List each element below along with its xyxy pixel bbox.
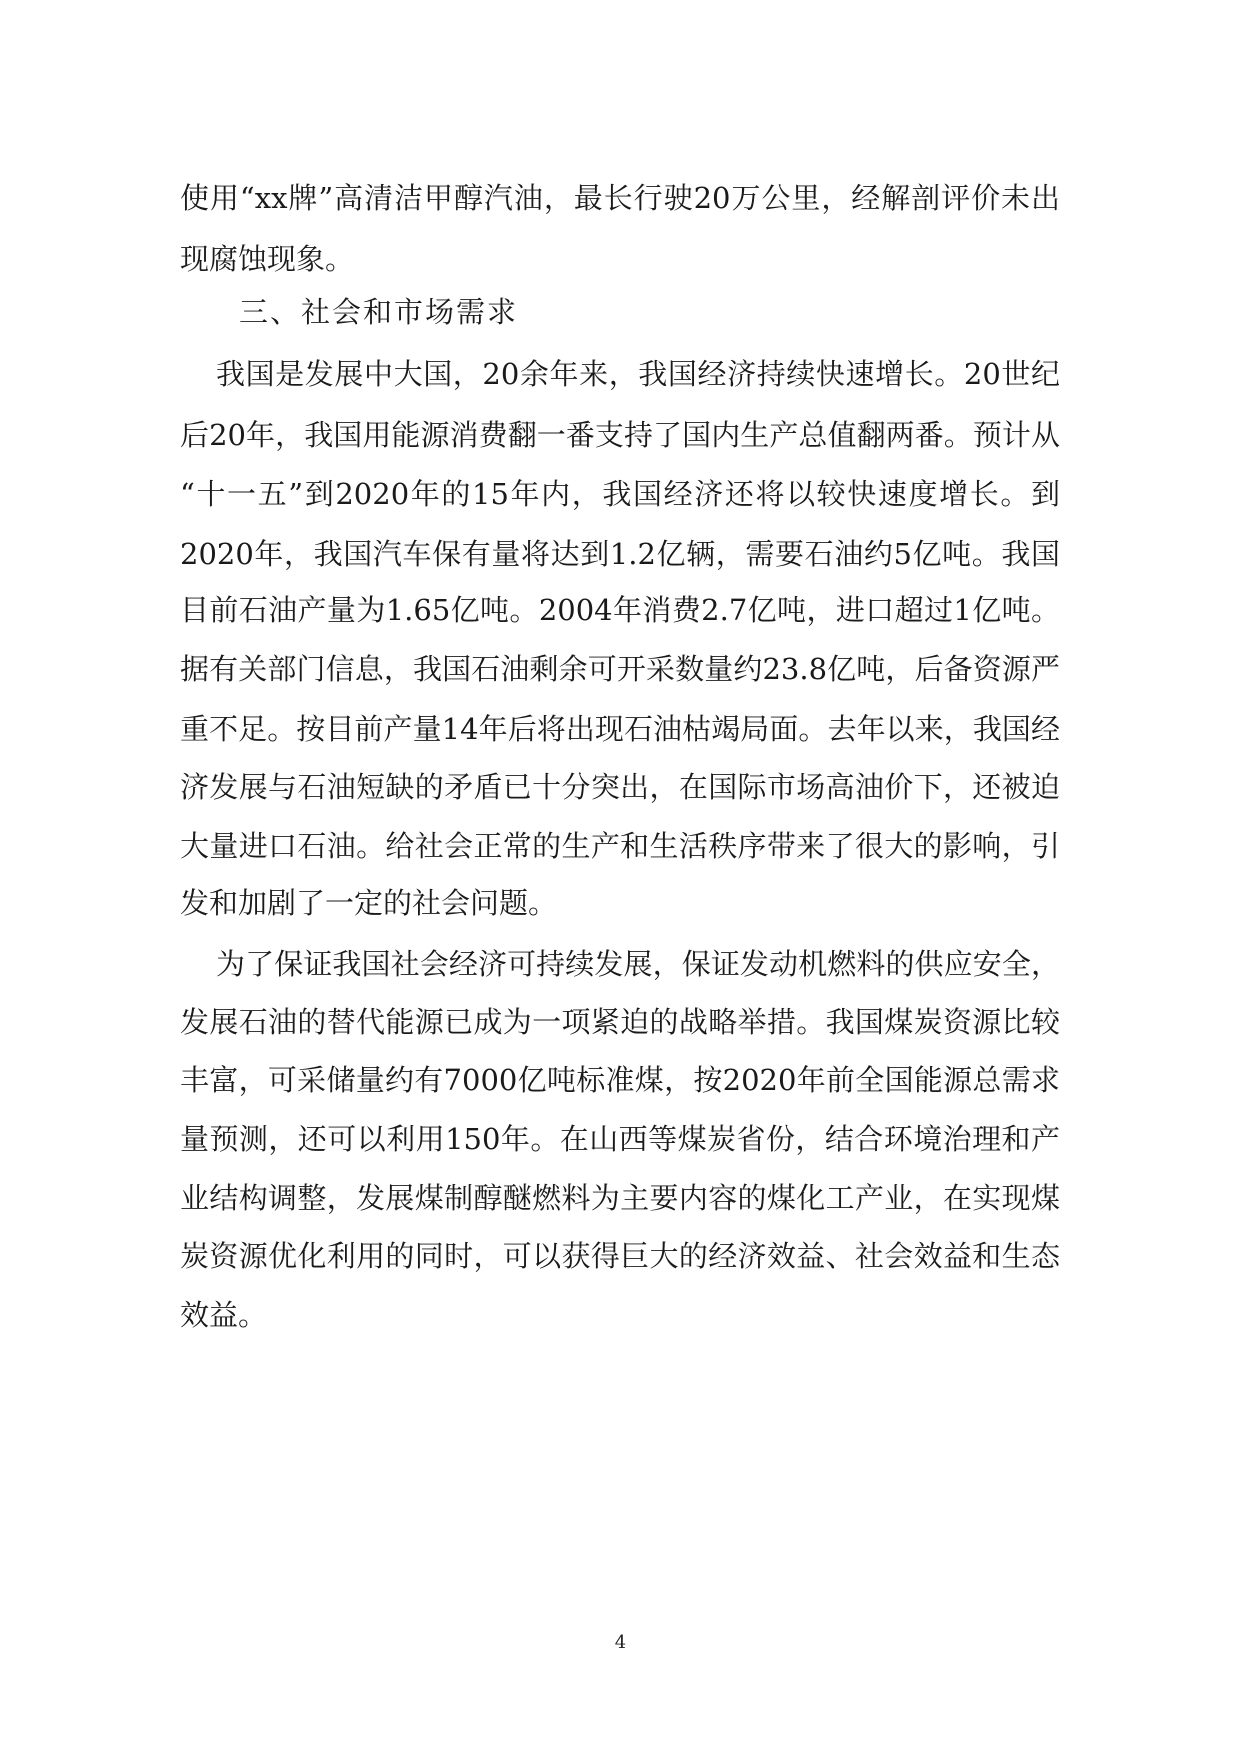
page-number: 4 [614,1632,627,1653]
section-heading: 三、社会和市场需求 [239,295,519,329]
body-text-line: 发和加剧了一定的社会问题。 [180,886,558,920]
body-text-line: 目前石油产量为1.65亿吨。2004年消费2.7亿吨，进口超过1亿吨。 [180,593,1060,627]
body-text-line: “十一五”到2020年的15年内，我国经济还将以较快速度增长。到 [180,477,1060,511]
body-text-line: 我国是发展中大国，20余年来，我国经济持续快速增长。20世纪 [216,357,1060,391]
body-text-line: 大量进口石油。给社会正常的生产和生活秩序带来了很大的影响，引 [180,829,1060,863]
body-text-line: 现腐蚀现象。 [180,242,355,276]
body-text-line: 后20年，我国用能源消费翻一番支持了国内生产总值翻两番。预计从 [180,418,1060,452]
body-text-line: 为了保证我国社会经济可持续发展，保证发动机燃料的供应安全， [216,947,1060,981]
body-text-line: 2020年，我国汽车保有量将达到1.2亿辆，需要石油约5亿吨。我国 [180,537,1060,571]
body-text-line: 使用“xx牌”高清洁甲醇汽油，最长行驶20万公里，经解剖评价未出 [180,181,1060,215]
body-text-line: 量预测，还可以利用150年。在山西等煤炭省份，结合环境治理和产 [180,1122,1060,1156]
body-text-line: 炭资源优化利用的同时，可以获得巨大的经济效益、社会效益和生态 [180,1239,1060,1273]
body-text-line: 效益。 [180,1298,268,1332]
body-text-line: 据有关部门信息，我国石油剩余可开采数量约23.8亿吨，后备资源严 [180,652,1060,686]
body-text-line: 重不足。按目前产量14年后将出现石油枯竭局面。去年以来，我国经 [180,712,1060,746]
body-text-line: 丰富，可采储量约有7000亿吨标准煤，按2020年前全国能源总需求 [180,1063,1060,1097]
body-text-line: 发展石油的替代能源已成为一项紧迫的战略举措。我国煤炭资源比较 [180,1005,1060,1039]
body-text-line: 济发展与石油短缺的矛盾已十分突出，在国际市场高油价下，还被迫 [180,770,1060,804]
body-text-line: 业结构调整，发展煤制醇醚燃料为主要内容的煤化工产业，在实现煤 [180,1181,1060,1215]
